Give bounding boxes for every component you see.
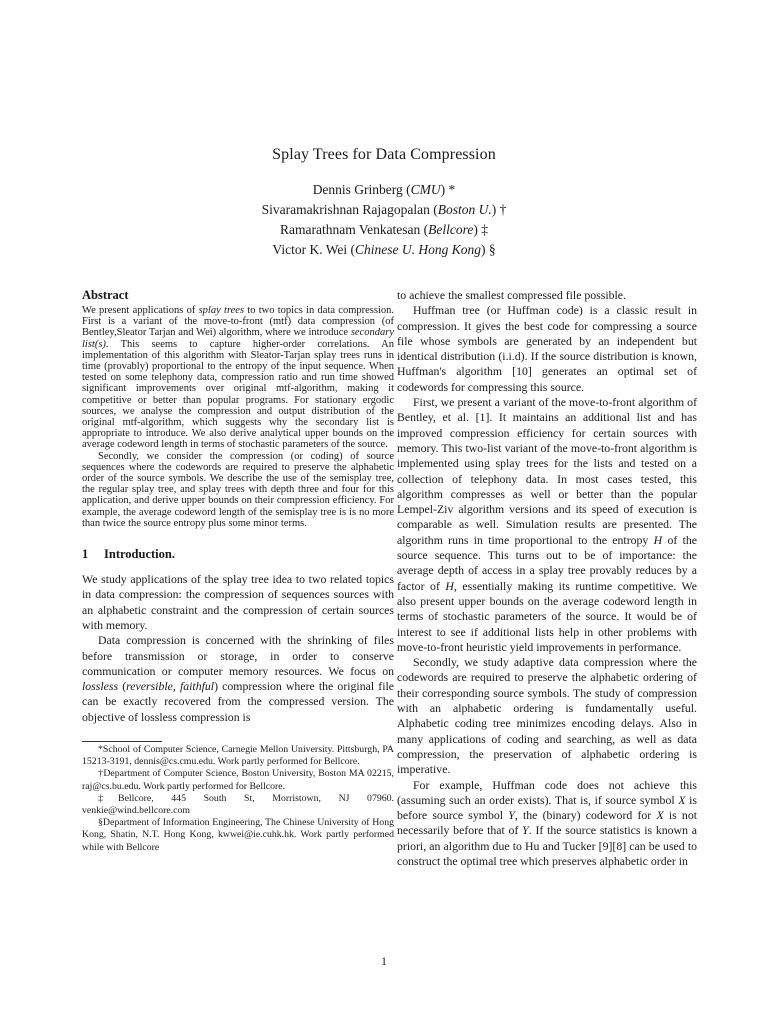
footnote: *School of Computer Science, Carnegie Mellon University. Pittsburgh, PA 15213-3191, dennis@cs.cmu.edu. Work partly performed for Bellcore. <box>82 744 394 768</box>
body-paragraph: Secondly, we study adaptive data compression where the codewords are required to preserve the alphabetic ordering of their corresponding source symbols. The study of compression with an alphabetic ordering is fundamentally useful. Alphabetic coding tree minimizes encoding delays. Also in many applications of coding and searching, as well as data compression, the preservation of alphabetic ordering is imperative. <box>397 655 697 777</box>
right-column <box>397 288 697 869</box>
body-paragraph: We study applications of the splay tree idea to two related topics in data compression: the compression of sequences sources with an alphabetic constraint and the compression of certain sources with memory. <box>82 572 394 632</box>
intro-body <box>82 572 394 725</box>
left-column <box>82 288 394 854</box>
abstract-paragraph: Secondly, we consider the compression (or coding) of source sequences where the codewords are required to preserve the alphabetic order of the source symbols. We describe the use of the semisplay tree, the regular splay tree, and splay trees with depth three and four for this application, and derive upper bounds on their compression efficiency. For example, the average codeword length of the semisplay tree is is no more than twice the source entropy plus some minor terms. <box>82 450 394 529</box>
footnote-rule <box>82 741 162 742</box>
abstract-body <box>82 305 394 529</box>
author-line: Sivaramakrishnan Rajagopalan (Boston U.) † <box>261 202 507 217</box>
footnote: §Department of Information Engineering, The Chinese University of Hong Kong, Shatin, N.T. Hong Kong, kwwei@ie.cuhk.hk. Work partly performed while with Bellcore <box>82 817 394 853</box>
body-paragraph: For example, Huffman code does not achieve this (assuming such an order exists). That is, if source symbol X is before source symbol Y, the (binary) codeword for X is not necessarily before that of Y. If the source statistics is known a priori, an algorithm due to Hu and Tucker [9][8] can be used to construct the optimal tree which preserves alphabetic order in <box>397 777 697 868</box>
author-line: Ramarathnam Venkatesan (Bellcore) ‡ <box>279 222 489 237</box>
body-paragraph: Huffman tree (or Huffman code) is a classic result in compression. It gives the best code for compressing a source file whose symbols are generated by an independent but identical distribution (i.i.d). If the source distribution is known, Huffman's algorithm [10] generates an optimal set of codewords for compressing this source. <box>397 303 697 394</box>
author-line: Victor K. Wei (Chinese U. Hong Kong) § <box>272 242 496 257</box>
footnote: †Department of Computer Science, Boston University, Boston MA 02215, raj@cs.bu.edu. Work partly performed for Bellcore. <box>82 768 394 792</box>
paper-title: Splay Trees for Data Compression <box>272 146 496 163</box>
author-block <box>0 180 768 260</box>
abstract-heading: Abstract <box>82 288 129 302</box>
body-paragraph: First, we present a variant of the move-to-front algorithm of Bentley, et al. [1]. It maintains an additional list and has improved compression efficiency for certain sources with memory. This two-list variant of the move-to-front algorithm is implemented using splay trees for the lists and tested on a collection of telephony data. In most cases tested, this algorithm compresses as well or better than the popular Lempel-Ziv algorithm versions and its speed of execution is comparable as well. Simulation results are presented. The algorithm runs in time proportional to the entropy H of the source sequence. This turns out to be of importance: the average depth of access in a splay tree provably reduces by a factor of H, essentially making its runtime competitive. We also present upper bounds on the average codeword length in terms of stochastic parameters of the source. It would be of interest to see if additional lists help in other problems with move-to-front heuristic yield improvements in performance. <box>397 395 697 654</box>
author-line: Dennis Grinberg (CMU) * <box>312 182 456 197</box>
abstract-paragraph: We present applications of splay trees to two topics in data compression. First is a variant of the move-to-front (mtf) data compression (of Bentley,Sleator Tarjan and Wei) algorithm, where we introduce secondary list(s). This seems to capture higher-order correlations. An implementation of this algorithm with Sleator-Tarjan splay trees runs in time (provably) proportional to the entropy of the input sequence. When tested on some telephony data, compression ratio and run time showed significant improvements over original mtf-algorithm, making it competitive or better than popular programs. For stationary ergodic sources, we analyse the compression and output distribution of the original mtf-algorithm, which suggests why the secondary list is appropriate to introduce. We also derive analytical upper bounds on the average codeword length in terms of stochastic parameters of the source. <box>82 305 394 451</box>
footnote: ‡Bellcore, 445 South St, Morristown, NJ 07960. venkie@wind.bellcore.com <box>82 792 394 817</box>
body-paragraph: to achieve the smallest compressed file possible. <box>397 288 626 302</box>
body-paragraph: Data compression is concerned with the shrinking of files before transmission or storage, in order to conserve communication or computer memory resources. We focus on lossless (reversible, faithful) compression where the original file can be exactly recovered from the compressed version. The objective of lossless compression is <box>82 633 394 724</box>
footnotes <box>82 744 394 854</box>
page-number: 1 <box>381 956 387 968</box>
section-heading-introduction: 1 Introduction. <box>82 547 175 562</box>
